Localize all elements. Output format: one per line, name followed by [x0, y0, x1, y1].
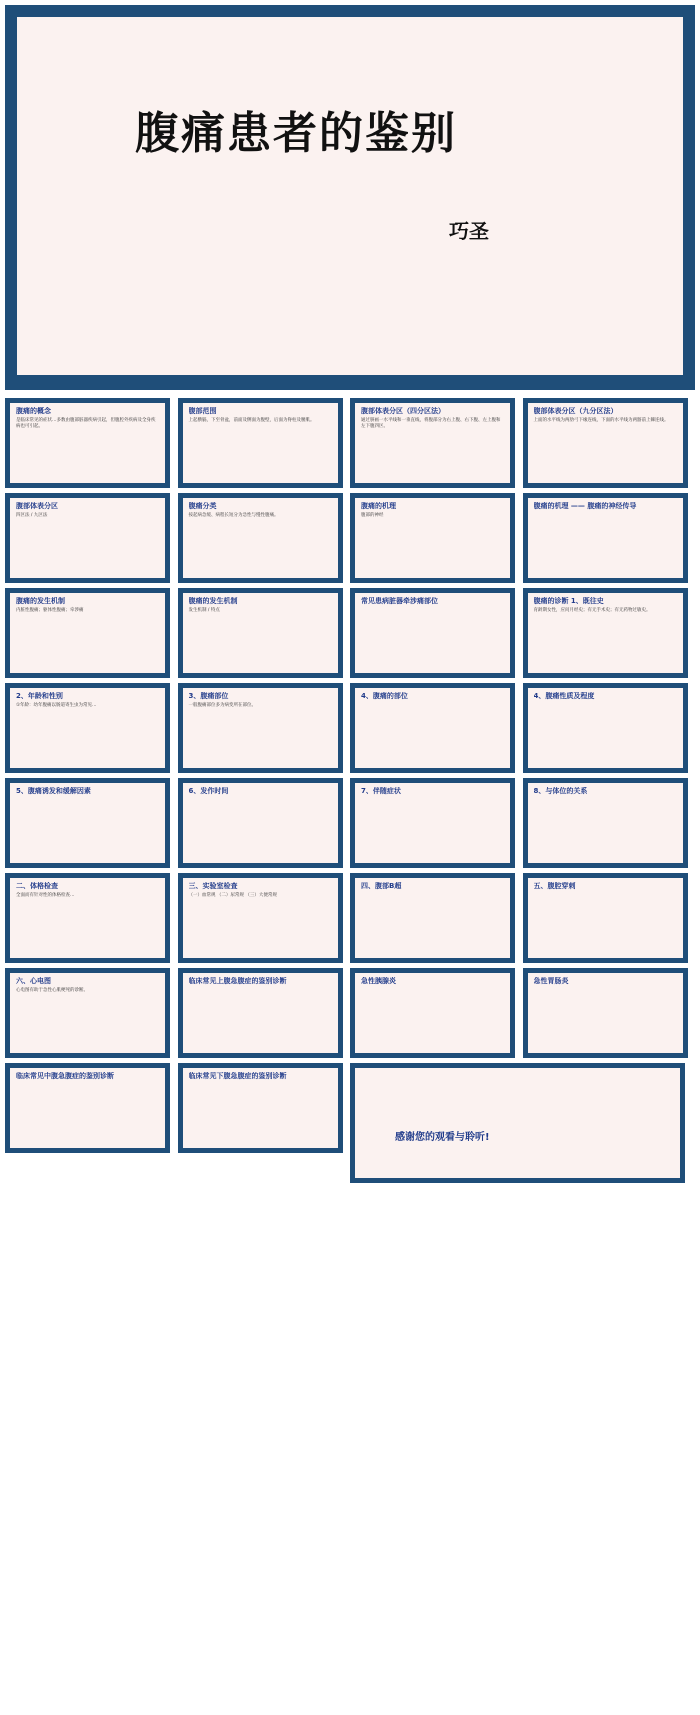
slide-body: 全面而有针对性的体格检查…: [16, 893, 75, 899]
slide-title: 临床常见中腹急腹症的鉴别诊断: [16, 1072, 114, 1080]
slide-title: 腹痛的概念: [16, 407, 51, 415]
slide-title: 腹痛的发生机制: [188, 597, 238, 605]
slide-content: [355, 783, 510, 863]
slide-title: 5、腹痛诱发和缓解因素: [16, 787, 91, 795]
slide-thumbnail[interactable]: [523, 493, 688, 583]
slide-title: 腹痛的发生机制: [16, 597, 65, 605]
slide-content: [10, 498, 165, 578]
slide-title: 腹部范围: [188, 407, 217, 415]
slide-thumbnail[interactable]: [5, 398, 170, 488]
slide-content: [183, 973, 338, 1053]
slide-thumbnail[interactable]: [178, 398, 343, 488]
slide-content: [183, 593, 338, 673]
slide-thumbnail[interactable]: [5, 873, 170, 963]
slide-content: [528, 783, 683, 863]
slide-body: 按起病急缓、病程长短分为急性与慢性腹痛。: [188, 513, 279, 519]
slide-content: [355, 593, 510, 673]
slide-content: [183, 1068, 338, 1148]
slide-body: 发生机制 / 特点: [188, 608, 220, 614]
slide-thumbnail[interactable]: [523, 398, 688, 488]
slide-content: [355, 498, 510, 578]
slide-body: 四区法 / 九区法: [16, 513, 48, 519]
cover-author: 巧圣: [449, 219, 489, 243]
slide-content: [528, 498, 683, 578]
slide-title: 6、发作时间: [188, 787, 229, 795]
slide-body: 心电图有助于急性心肌梗死的诊断。: [16, 988, 88, 994]
slide-thumbnail[interactable]: [5, 968, 170, 1058]
slide-title: 腹痛的机理 —— 腹痛的神经传导: [533, 502, 637, 510]
slide-title: 2、年龄和性别: [16, 692, 63, 700]
slide-body: 通过脐画一水平线和一垂直线，将腹部分为右上腹、右下腹、左上腹和左下腹四区。: [361, 418, 501, 430]
thanks-text: 感谢您的观看与聆听!: [395, 1132, 490, 1143]
slide-thumbnail[interactable]: [178, 683, 343, 773]
slide-content: [10, 688, 165, 768]
slide-content: [10, 973, 165, 1053]
slide-content: [528, 593, 683, 673]
slide-title: 二、体格检查: [16, 882, 58, 890]
slide-thumbnail[interactable]: [350, 873, 515, 963]
slide-title: 急性胰腺炎: [361, 977, 396, 985]
slide-body: 是临床常见的症状…多数由腹部脏器疾病引起，但腹腔外疾病及全身疾病也可引起。: [16, 418, 156, 430]
slide-thumbnail[interactable]: [5, 1063, 170, 1153]
slide-title: 腹部体表分区（四分区法）: [361, 407, 445, 415]
slide-title: 临床常见下腹急腹症的鉴别诊断: [188, 1072, 287, 1080]
slide-content: [10, 783, 165, 863]
slide-title: 腹痛的机理: [361, 502, 396, 510]
slide-content: [355, 688, 510, 768]
slide-title: 4、腹痛的部位: [361, 692, 408, 700]
slide-content: [528, 403, 683, 483]
slide-thumbnail[interactable]: [178, 968, 343, 1058]
slide-body: 上面的水平线为两肋弓下缘连线，下面的水平线为两髂前上棘连线。: [533, 418, 669, 424]
slide-thumbnail[interactable]: [523, 683, 688, 773]
slide-content: [528, 878, 683, 958]
slide-thumbnail[interactable]: [523, 968, 688, 1058]
slide-content: [183, 878, 338, 958]
slide-content: [528, 688, 683, 768]
slide-title: 7、伴随症状: [361, 787, 401, 795]
slide-thumbnail[interactable]: [350, 683, 515, 773]
slide-title: 4、腹痛性质及程度: [533, 692, 595, 700]
slide-content: [10, 878, 165, 958]
slide-content: [355, 403, 510, 483]
slide-content: [10, 403, 165, 483]
slide-title: 五、腹腔穿刺: [533, 882, 576, 890]
cover-slide: [5, 5, 695, 390]
slide-thumbnail[interactable]: [178, 493, 343, 583]
slide-content: [183, 783, 338, 863]
slide-thumbnail[interactable]: [350, 588, 515, 678]
slide-content: [10, 1068, 165, 1148]
slide-content: [528, 973, 683, 1053]
slide-body: 内脏性腹痛；躯体性腹痛；牵涉痛: [16, 608, 84, 614]
slide-thumbnail[interactable]: [178, 873, 343, 963]
slide-body: 育龄期女性，应问月经史；有无手术史；有无药物过敏史。: [533, 608, 651, 614]
slide-title: 腹痛分类: [188, 502, 217, 510]
slide-thumbnail[interactable]: [5, 683, 170, 773]
slide-title: 腹部体表分区（九分区法）: [533, 407, 618, 415]
slide-title: 三、实验室检查: [188, 882, 238, 890]
slide-thumbnail[interactable]: [5, 588, 170, 678]
slide-body: ①年龄：幼年腹痛以肠道寄生虫为常见…: [16, 703, 97, 709]
slide-content: [183, 688, 338, 768]
slide-title: 3、腹痛部位: [188, 692, 229, 700]
slide-title: 六、心电图: [16, 977, 51, 985]
slide-thumbnail[interactable]: [350, 968, 515, 1058]
cover-slide-inner: [17, 17, 683, 375]
slide-title: 常见患病脏器牵涉痛部位: [361, 597, 438, 605]
slide-thumbnail[interactable]: [178, 1063, 343, 1153]
slide-content: [355, 973, 510, 1053]
slide-title: 临床常见上腹急腹症的鉴别诊断: [188, 977, 287, 985]
slide-content: [183, 498, 338, 578]
slide-thumbnail[interactable]: [5, 493, 170, 583]
slide-thumbnail[interactable]: [350, 493, 515, 583]
slide-title: 8、与体位的关系: [533, 787, 588, 795]
slide-content: [183, 403, 338, 483]
slide-content: [355, 1068, 680, 1178]
cover-title: 腹痛患者的鉴别: [135, 108, 457, 159]
slide-title: 急性胃肠炎: [533, 977, 569, 985]
slide-title: 四、腹部B超: [361, 882, 402, 890]
slide-body: 上起横膈，下至骨盆，前面及侧面为腹壁，后面为脊柱及腰肌。: [188, 418, 315, 424]
slide-content: [355, 878, 510, 958]
slide-body: 腹部的神经: [361, 513, 384, 519]
slide-title: 腹痛的诊断 1、既往史: [533, 597, 604, 605]
slide-thumbnail[interactable]: [523, 778, 688, 868]
slide-thumbnail[interactable]: [178, 778, 343, 868]
slide-title: 腹部体表分区: [16, 502, 58, 510]
slide-thumbnail[interactable]: [178, 588, 343, 678]
slide-content: [10, 593, 165, 673]
slide-body: 一般腹痛部位多为病变所在部位。: [188, 703, 256, 709]
slide-thumbnail[interactable]: [523, 588, 688, 678]
slide-body: （一）血常规 （二）尿常规 （三）大便常规: [188, 893, 277, 899]
slide-thumbnail[interactable]: [350, 1063, 685, 1183]
slide-thumbnail[interactable]: [350, 778, 515, 868]
slide-thumbnail[interactable]: [523, 873, 688, 963]
slide-thumbnail[interactable]: [350, 398, 515, 488]
slide-thumbnail[interactable]: [5, 778, 170, 868]
